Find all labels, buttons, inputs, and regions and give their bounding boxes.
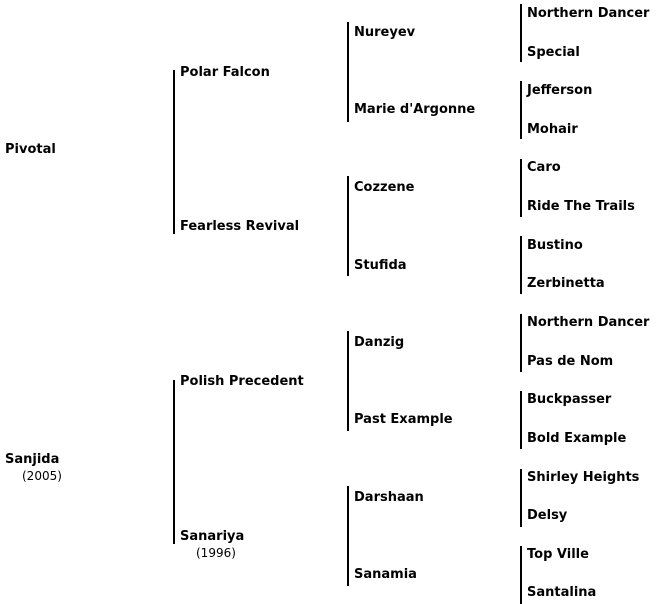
connector-line — [520, 159, 522, 217]
connector-line — [520, 469, 522, 527]
connector-line — [173, 70, 175, 234]
connector-line — [520, 81, 522, 139]
connector-line — [520, 546, 522, 604]
dsd-sire-name: Buckpasser — [527, 392, 612, 407]
sire-sire-name: Polar Falcon — [180, 65, 270, 80]
dam-dam-year: (1996) — [196, 546, 236, 560]
connector-line — [347, 22, 349, 122]
sdd-sire-name: Bustino — [527, 238, 583, 253]
connector-line — [347, 331, 349, 431]
ds-dam-name: Past Example — [354, 412, 453, 427]
connector-line — [520, 314, 522, 372]
dam-dam-name: Sanariya — [180, 529, 245, 544]
connector-line — [347, 176, 349, 276]
sss-sire-name: Northern Dancer — [527, 6, 650, 21]
ddd-dam-name: Santalina — [527, 585, 597, 600]
connector-line — [520, 236, 522, 294]
dsd-dam-name: Bold Example — [527, 431, 627, 446]
dds-dam-name: Delsy — [527, 508, 568, 523]
sd-dam-name: Stufida — [354, 258, 407, 273]
dd-dam-name: Sanamia — [354, 567, 417, 582]
dd-sire-name: Darshaan — [354, 490, 424, 505]
connector-line — [173, 380, 175, 544]
dds-sire-name: Shirley Heights — [527, 470, 640, 485]
sdd-dam-name: Zerbinetta — [527, 276, 605, 291]
sds-sire-name: Caro — [527, 160, 561, 175]
sss-dam-name: Special — [527, 45, 580, 60]
sds-dam-name: Ride The Trails — [527, 199, 635, 214]
ds-sire-name: Danzig — [354, 335, 405, 350]
ssd-dam-name: Mohair — [527, 122, 578, 137]
connector-line — [347, 486, 349, 586]
connector-line — [520, 4, 522, 62]
connector-line — [520, 391, 522, 449]
dam-name: Sanjida — [5, 452, 60, 467]
ss-sire-name: Nureyev — [354, 25, 416, 40]
dam-sire-name: Polish Precedent — [180, 374, 304, 389]
ddd-sire-name: Top Ville — [527, 547, 589, 562]
sire-dam-name: Fearless Revival — [180, 219, 300, 234]
ss-dam-name: Marie d'Argonne — [354, 102, 476, 117]
sire-name: Pivotal — [5, 142, 56, 157]
dam-year: (2005) — [22, 469, 62, 483]
dss-sire-name: Northern Dancer — [527, 315, 650, 330]
dss-dam-name: Pas de Nom — [527, 354, 614, 369]
ssd-sire-name: Jefferson — [527, 83, 593, 98]
sd-sire-name: Cozzene — [354, 180, 415, 195]
